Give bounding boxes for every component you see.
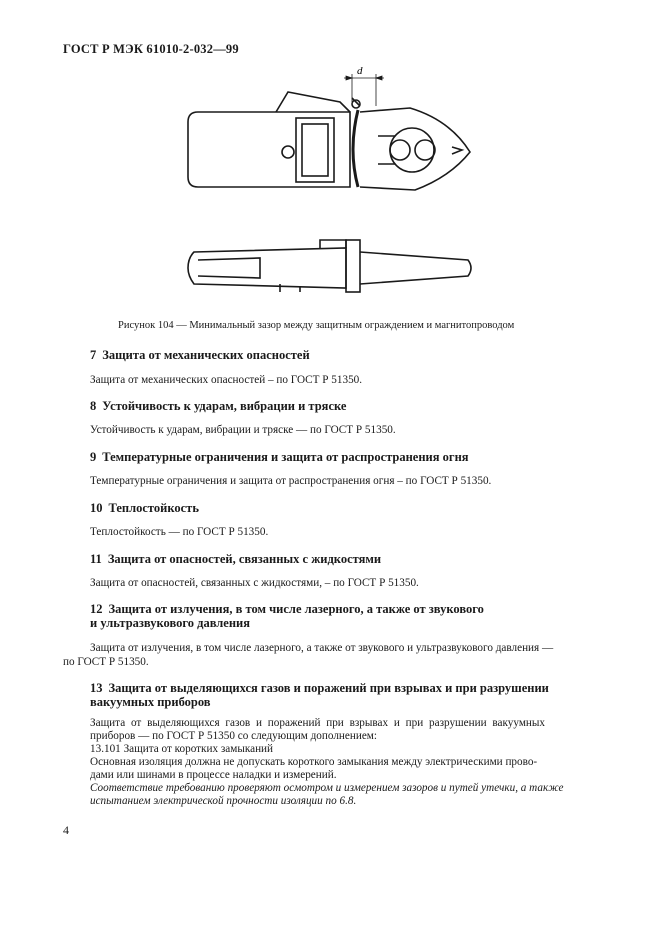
subsection-13-101-heading: 13.101 Защита от коротких замыканий (90, 743, 274, 755)
section-11-heading (90, 552, 381, 567)
section-10-heading (90, 501, 199, 516)
section-title: Защита от излучения, в том числе лазерного, а также от звукового (108, 602, 484, 616)
section-9-heading (90, 450, 469, 465)
section-13-body: Защита от выделяющихся газов и поражений при взрывах и при разрушении вакуумных (90, 717, 545, 729)
compliance-note: Соответствие требованию проверяют осмотром и измерением зазоров и путей утечки, а также (90, 782, 564, 794)
section-number: 11 (90, 552, 102, 566)
section-title: Защита от выделяющихся газов и поражений при взрывах и при разрушении (108, 681, 549, 695)
dimension-d-marker (344, 74, 384, 106)
section-title: Защита от механических опасностей (102, 348, 310, 362)
section-8-heading (90, 399, 346, 414)
section-10-body: Теплостойкость — по ГОСТ Р 51350. (90, 526, 269, 538)
section-title: Температурные ограничения и защита от распространения огня (102, 450, 469, 464)
subsection-13-101-body-line2: дами или шинами в процессе наладки и измерений. (90, 769, 337, 781)
section-title: Теплостойкость (108, 501, 199, 515)
subsection-13-101-body: Основная изоляция должна не допускать короткого замыкания между электрическими прово- (90, 756, 538, 768)
section-number: 10 (90, 501, 103, 515)
section-13-heading-line2: вакуумных приборов (90, 695, 211, 709)
section-11-body: Защита от опасностей, связанных с жидкостями, – по ГОСТ Р 51350. (90, 577, 419, 589)
section-title: Защита от опасностей, связанных с жидкостями (107, 552, 382, 566)
dimension-label: d (357, 65, 363, 77)
section-number: 13 (90, 681, 103, 695)
page-number: 4 (63, 823, 69, 837)
section-12-body-line2: по ГОСТ Р 51350. (63, 656, 149, 668)
section-12-heading-line2: и ультразвукового давления (90, 616, 251, 630)
section-13-heading (90, 681, 549, 696)
clamp-side-view (188, 240, 471, 292)
section-number: 7 (90, 348, 97, 362)
section-number: 8 (90, 399, 97, 413)
clamp-meter-figure (180, 62, 490, 302)
document-header: ГОСТ Р МЭК 61010-2-032—99 (63, 42, 239, 56)
section-8-body: Устойчивость к ударам, вибрации и тряске — по ГОСТ Р 51350. (90, 424, 396, 436)
section-7-body: Защита от механических опасностей – по ГОСТ Р 51350. (90, 374, 363, 386)
section-number: 12 (90, 602, 103, 616)
compliance-note-line2: испытанием электрической прочности изоляции по 6.8. (90, 795, 357, 807)
section-9-body: Температурные ограничения и защита от распространения огня – по ГОСТ Р 51350. (90, 475, 492, 487)
section-title: Устойчивость к ударам, вибрации и тряске (102, 399, 347, 413)
section-12-body: Защита от излучения, в том числе лазерного, а также от звукового и ультразвукового давления — (90, 642, 554, 654)
figure-caption: Рисунок 104 — Минимальный зазор между защитным ограждением и магнитопроводом (118, 320, 515, 331)
section-number: 9 (90, 450, 97, 464)
section-12-heading (90, 602, 484, 617)
section-7-heading (90, 348, 310, 363)
clamp-top-view (188, 92, 470, 190)
section-13-body-line2: приборов — по ГОСТ Р 51350 со следующим дополнением: (90, 730, 377, 742)
